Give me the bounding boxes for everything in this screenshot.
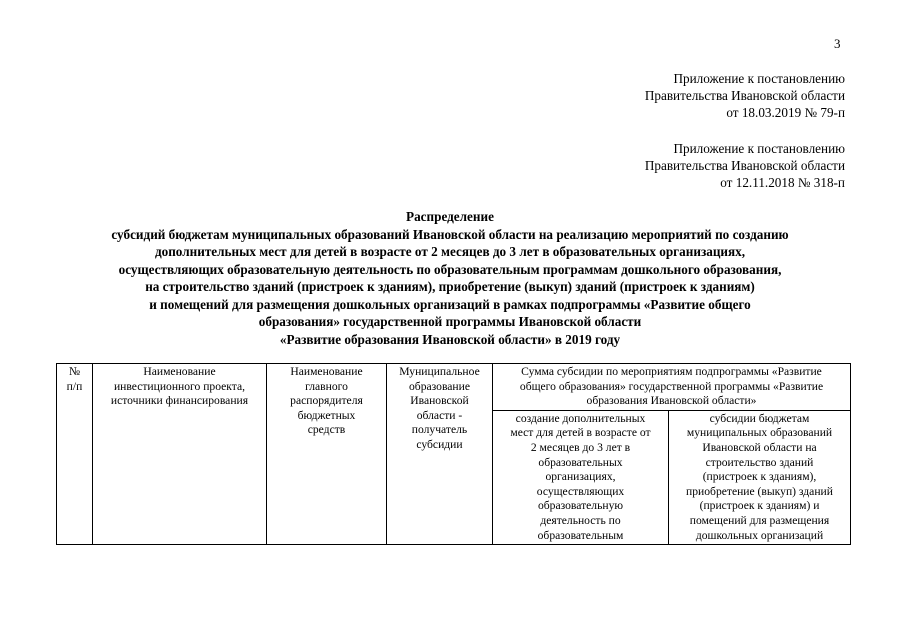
header-line: источники финансирования bbox=[110, 394, 249, 408]
header-line: бюджетных bbox=[297, 408, 356, 422]
header-subcolumn-places bbox=[493, 410, 669, 544]
header-municipality bbox=[387, 364, 493, 545]
header-line: образовательным bbox=[537, 528, 624, 542]
title-line: «Развитие образования Ивановской области» в 2019 году bbox=[279, 331, 621, 347]
header-line: (пристроек к зданиям), bbox=[702, 470, 817, 484]
header-line: 2 месяцев до 3 лет в bbox=[530, 440, 631, 454]
header-line: № bbox=[68, 365, 81, 378]
appendix-line: Приложение к постановлению bbox=[673, 71, 845, 86]
header-line: строительство зданий bbox=[705, 455, 814, 469]
header-line: мест для детей в возрасте от bbox=[510, 426, 651, 440]
appendix-block-2 bbox=[645, 140, 845, 191]
header-line: помещений для размещения bbox=[689, 513, 830, 527]
header-manager bbox=[267, 364, 387, 545]
header-line: образования Ивановской области» bbox=[586, 394, 757, 408]
header-line: п/п bbox=[66, 379, 83, 393]
header-line: субсидии бюджетам bbox=[709, 411, 810, 425]
header-line: осуществляющих bbox=[536, 484, 625, 498]
header-line: получатель bbox=[411, 423, 468, 437]
header-line: Наименование bbox=[290, 365, 363, 378]
header-line: организациях, bbox=[545, 470, 616, 484]
header-line: создание дополнительных bbox=[515, 411, 646, 425]
header-line: (пристроек к зданиям) и bbox=[699, 499, 820, 513]
header-project bbox=[93, 364, 267, 545]
appendix-block-1 bbox=[645, 70, 845, 121]
appendix-line: Правительства Ивановской области bbox=[644, 88, 845, 103]
title-line: субсидий бюджетам муниципальных образований Ивановской области на реализацию мероприятий по созданию bbox=[111, 226, 789, 242]
header-line: образовательных bbox=[538, 455, 623, 469]
appendix-line: Приложение к постановлению bbox=[673, 141, 845, 156]
document-title bbox=[40, 208, 860, 348]
header-line: Ивановской области на bbox=[702, 440, 817, 454]
header-line: Сумма субсидии по мероприятиям подпрограммы «Развитие bbox=[521, 365, 822, 378]
appendix-line: Правительства Ивановской области bbox=[644, 158, 845, 173]
header-line: главного bbox=[305, 379, 348, 393]
title-line: и помещений для размещения дошкольных организаций в рамках подпрограммы «Развитие общего bbox=[149, 296, 751, 312]
title-line: Распределение bbox=[406, 209, 494, 224]
header-line: приобретение (выкуп) зданий bbox=[686, 484, 833, 498]
header-line: образование bbox=[409, 379, 470, 393]
header-line: общего образования» государственной программы «Развитие bbox=[519, 379, 824, 393]
title-line: на строительство зданий (пристроек к зданиям), приобретение (выкуп) зданий (пристроек к зданиям) bbox=[145, 279, 755, 294]
title-line: образования» государственной программы Ивановской области bbox=[258, 314, 642, 329]
header-line: инвестиционного проекта, bbox=[113, 379, 246, 393]
header-line: средств bbox=[307, 423, 346, 437]
header-line: деятельность по bbox=[540, 513, 621, 527]
header-line: Ивановской bbox=[410, 394, 469, 408]
title-line: дополнительных мест для детей в возрасте от 2 месяцев до 3 лет в образовательных организациях, bbox=[154, 244, 746, 259]
header-subsidy-sum bbox=[493, 364, 851, 411]
distribution-table bbox=[56, 363, 851, 545]
header-subcolumn-construction bbox=[669, 410, 851, 544]
appendix-line: от 12.11.2018 № 318-п bbox=[720, 175, 845, 190]
header-line: распорядителя bbox=[290, 394, 363, 408]
header-line: Наименование bbox=[143, 365, 216, 378]
header-line: субсидии bbox=[416, 437, 463, 451]
page-number: 3 bbox=[834, 36, 841, 51]
title-line: осуществляющих образовательную деятельность по образовательным программам дошкольного образования, bbox=[118, 261, 782, 277]
header-line: муниципальных образований bbox=[686, 426, 833, 440]
header-number bbox=[57, 364, 93, 545]
header-line: образовательную bbox=[537, 499, 624, 513]
header-line: Муниципальное bbox=[399, 365, 480, 378]
appendix-line: от 18.03.2019 № 79-п bbox=[726, 105, 845, 120]
header-line: области - bbox=[416, 408, 463, 422]
header-line: дошкольных организаций bbox=[695, 528, 824, 542]
